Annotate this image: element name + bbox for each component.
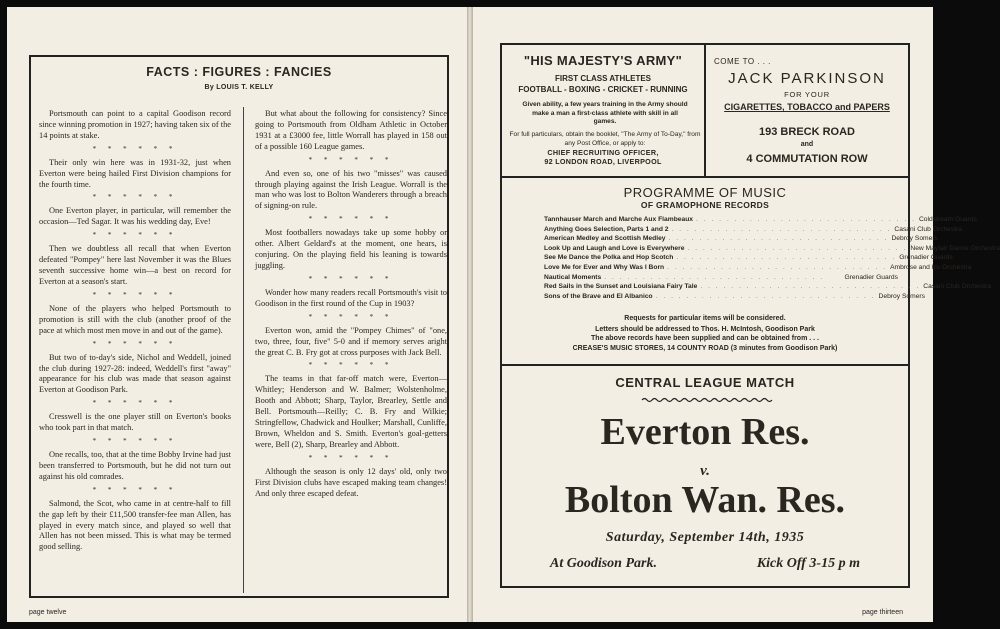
star-separator: * * * * * *: [308, 361, 394, 370]
versus: v.: [700, 463, 710, 479]
star-separator: * * * * * *: [308, 155, 394, 164]
army-advert: [502, 45, 706, 178]
paragraph: But what about the following for consistency? Since going to Portsmouth from Oldham Athletic in October 1931 at a £3000 fee, little Worrall has played in 158 out of a possible 160 League games.: [255, 109, 447, 151]
record-item: [544, 244, 1000, 254]
dot-leader: . . . . . . . . . . . . . . . . . . . . . . . . . . . . .: [700, 283, 921, 291]
match-title: CENTRAL LEAGUE MATCH: [615, 375, 795, 390]
address-and: and: [800, 141, 814, 148]
paragraph: Everton won, amid the "Pompey Chimes" of "one, two, three, four, five" 5-0 and if memory serves aright the great C. B. Fry got at cross purposes with Jack Bell.: [255, 325, 447, 357]
record-title: Sons of the Brave and El Albanico: [544, 292, 653, 300]
wavy-rule: [642, 397, 772, 403]
left-column: [39, 109, 231, 553]
record-item: [544, 273, 898, 283]
music-subtitle: OF GRAMOPHONE RECORDS: [640, 200, 770, 210]
record-band: Grenadier Guards: [899, 254, 953, 262]
record-band: Ambrose and his Orchestra: [890, 263, 972, 271]
star-separator: * * * * * *: [308, 312, 394, 321]
requests-note: Requests for particular items will be considered.: [624, 315, 786, 322]
article-title: FACTS : FIGURES : FANCIES: [146, 65, 332, 79]
star-separator: * * * * * *: [308, 453, 394, 462]
shop-goods: CIGARETTES, TOBACCO and PAPERS: [724, 102, 890, 112]
star-separator: * * * * * *: [92, 290, 178, 299]
match-venue: At Goodison Park.: [550, 556, 657, 571]
record-item: [544, 234, 938, 244]
record-title: Anything Goes Selection, Parts 1 and 2: [544, 225, 669, 233]
match-announcement: [502, 366, 908, 586]
music-programme: [502, 178, 1000, 366]
record-band: New Mayfair Dance Orchestra: [910, 244, 1000, 252]
dot-leader: . . . . . . . . . . . . . . . . . . . . . . . . . . . . .: [676, 254, 897, 262]
record-band: Debroy Somers: [878, 292, 926, 300]
paragraph: Their only win here was in 1931-32, just when Everton were being hailed First Division champions for the fourth time.: [39, 157, 231, 189]
paragraph: Cresswell is the one player still on Everton's books who took part in that match.: [39, 412, 231, 433]
right-page: [473, 7, 1000, 622]
paragraph: One recalls, too, that at the time Bobby Irvine had just been transferred to Portsmouth, but he did not turn out against his old comrades.: [39, 450, 231, 481]
dot-leader: . . . . . . . . . . . . . . . . . . . . . . . . . . . . .: [604, 273, 825, 281]
record-item: [544, 225, 963, 235]
army-title: "HIS MAJESTY'S ARMY": [523, 53, 683, 68]
article-byline: By LOUIS T. KELLY: [204, 84, 274, 91]
paragraph: One Everton player, in particular, will remember the occasion—Ted Sagar. It was his wedding day, Eve!: [39, 206, 231, 227]
facts-frame: [29, 55, 449, 598]
army-particulars: For full particulars, obtain the booklet, "The Army of To-Day," from any Post Office, or apply to:: [509, 131, 701, 147]
paragraph: And even so, one of his two "misses" was caused through playing against the Irish League. Worrall is the man who was lost to Bolton Wanderers through a breach of signing-on rule.: [255, 168, 447, 211]
paragraph: Most footballers nowadays take up some hobby or other. Albert Geldard's at the moment, one hears, is conjuring. On the playing field his leaning is towards juggling.: [255, 228, 447, 270]
match-date: Saturday, September 14th, 1935: [605, 530, 805, 545]
column-divider: [243, 107, 244, 593]
away-team: Bolton Wan. Res.: [564, 479, 846, 521]
dot-leader: . . . . . . . . . . . . . . . . . . . . . . . . . . . . .: [667, 263, 888, 271]
star-separator: * * * * * *: [92, 399, 178, 408]
home-team: Everton Res.: [600, 411, 810, 453]
tobacconist-advert: [706, 45, 908, 178]
paragraph: Portsmouth can point to a capital Goodison record since winning promotion in 1927; having taken six of the 14 points at stake.: [39, 109, 231, 140]
record-band: Grenadier Guards: [844, 273, 898, 281]
record-title: Look Up and Laugh and Love is Everywhere: [544, 244, 685, 252]
paragraph: Although the season is only 12 days' old, only two First Division clubs have escaped making team changes! And only three escaped defeat.: [255, 466, 447, 498]
record-title: See Me Dance the Polka and Hop Scotch: [544, 254, 674, 262]
right-column: [255, 109, 447, 499]
page-number: page twelve: [29, 609, 67, 616]
advert-for: FOR YOUR: [784, 90, 830, 99]
dot-leader: . . . . . . . . . . . . . . . . . . . . . . . . . . . . .: [671, 225, 892, 233]
star-separator: * * * * * *: [92, 193, 178, 202]
record-item: [544, 215, 977, 225]
record-title: Love Me for Ever and Why Was I Born: [544, 263, 665, 271]
star-separator: * * * * * *: [92, 231, 178, 240]
music-title: PROGRAMME OF MUSIC: [623, 185, 787, 200]
kickoff-time: Kick Off 3-15 p m: [756, 556, 860, 571]
paragraph: Wonder how many readers recall Portsmouth's visit to Goodison in the first round of the Cup in 1903?: [255, 287, 447, 308]
paragraph: None of the players who helped Portsmouth to promotion is still with the club (another proof of the pace at which most men move in and out of the game).: [39, 303, 231, 335]
army-text: Given ability, a few years training in the Army should make a man a first-class athlete with skill in all games.: [522, 101, 688, 125]
record-item: [544, 282, 991, 292]
star-separator: * * * * * *: [92, 144, 178, 153]
record-band: Casani Club Orchestra: [894, 225, 963, 233]
paragraph: The teams in that far-off match were, Everton—Whitley; Henderson and W. Balmer; Wolstenholme, Booth and Abbott; Sharp, Taylor, Brearley, Settle and Bell. Portsmouth—Reilly; C. B. Fry and Wilkie; Stringfellow, Chadwick and Houlker; Marshall, Cunliffe, Brown, Wheldon and S. Smith. Everton's goal-getters were, Bell (2), Sharp, Brearley and Abbott.: [255, 374, 447, 449]
shop-address-2: 4 COMMUTATION ROW: [746, 153, 868, 165]
dot-leader: . . . . . . . . . . . . . . . . . . . . . . . . . . . . .: [687, 244, 908, 252]
record-item: [544, 292, 926, 302]
record-item: [544, 263, 972, 273]
star-separator: * * * * * *: [92, 485, 178, 494]
record-band: Debroy Somers: [891, 235, 938, 243]
advert-intro: COME TO . . .: [714, 57, 771, 66]
record-band: Coldstream Guards: [918, 216, 977, 223]
dot-leader: . . . . . . . . . . . . . . . . . . . . . . . . . . . . .: [655, 292, 876, 300]
record-title: American Medley and Scottish Medley: [544, 235, 666, 243]
star-separator: * * * * * *: [308, 215, 394, 224]
records-note: The above records have been supplied and can be obtained from . . .: [591, 335, 819, 342]
dot-leader: . . . . . . . . . . . . . . . . . . . . . . . . . . . . .: [668, 235, 889, 243]
programme-frame: [500, 43, 1000, 588]
record-title: Nautical Moments: [544, 273, 602, 281]
star-separator: * * * * * *: [92, 437, 178, 446]
army-line: FIRST CLASS ATHLETES: [555, 74, 651, 83]
paragraph: Salmond, the Scot, who came in at centre-half to fill the gap left by their £11,500 transfer-fee man Allen, has played in every match since, and played so well that Allen has not been missed. This is what may be termed good selling.: [39, 498, 231, 552]
dot-leader: . . . . . . . . . . . . . . . . . . . . . . . . . . . . .: [696, 216, 916, 223]
paragraph: But two of to-day's side, Nichol and Weddell, joined the club during 1927-28: indeed, Weddell's first "away" appearance for his club was made that season against Everton at Goodison Park.: [39, 352, 231, 395]
record-list: [544, 215, 1000, 301]
army-address: 92 LONDON ROAD, LIVERPOOL: [544, 157, 662, 166]
record-title: Tannhauser March and Marche Aux Flambeaux: [544, 216, 694, 223]
left-page: [7, 7, 467, 622]
army-contact: CHIEF RECRUITING OFFICER,: [547, 148, 659, 157]
record-band: Casani Club Orchestra: [923, 283, 991, 291]
record-title: Red Sails in the Sunset and Louisiana Fairy Tale: [544, 283, 698, 291]
star-separator: * * * * * *: [308, 274, 394, 283]
record-item: [544, 253, 953, 263]
star-separator: * * * * * *: [92, 339, 178, 348]
shop-name: JACK PARKINSON: [728, 70, 886, 87]
page-number: page thirteen: [862, 609, 903, 616]
paragraph: Then we doubtless all recall that when Everton defeated "Pompey" here last November it was the Blues seventh successive home win—a best on record for Everton at a season's start.: [39, 244, 231, 286]
music-store: CREASE'S MUSIC STORES, 14 COUNTY ROAD (3 minutes from Goodison Park): [572, 345, 838, 352]
shop-address-1: 193 BRECK ROAD: [759, 126, 855, 138]
letters-note: Letters should be addressed to Thos. H. McIntosh, Goodison Park: [595, 326, 815, 333]
army-sports: FOOTBALL - BOXING - CRICKET - RUNNING: [518, 85, 688, 94]
